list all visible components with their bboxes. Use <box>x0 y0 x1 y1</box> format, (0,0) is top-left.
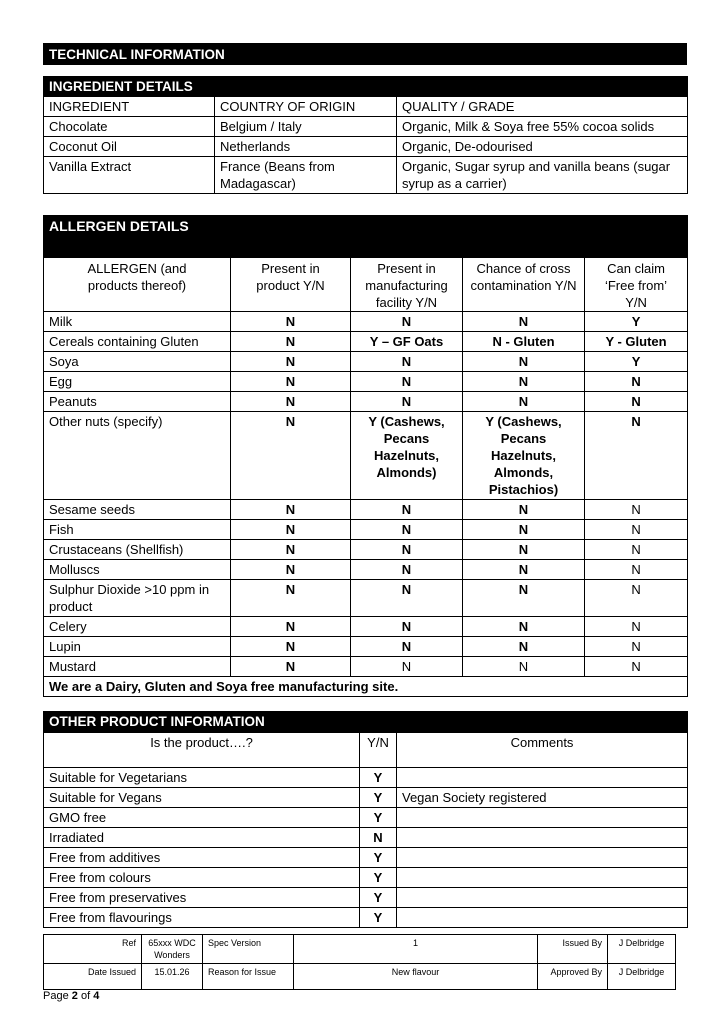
free-from-claim: N <box>585 540 688 560</box>
free-from-claim: Y <box>585 312 688 332</box>
cross-contamination: N <box>463 500 585 520</box>
ingredient-details-title: INGREDIENT DETAILS <box>44 77 688 97</box>
product-yn: Y <box>360 868 397 888</box>
table-row <box>44 500 688 520</box>
approved-by-value: J Delbridge <box>608 964 676 990</box>
product-question: GMO free <box>44 808 360 828</box>
product-question: Free from preservatives <box>44 888 360 908</box>
free-from-claim: N <box>585 520 688 540</box>
page-of: of <box>80 990 91 1002</box>
free-from-claim: Y - Gluten <box>585 332 688 352</box>
approved-by-label: Approved By <box>538 964 608 990</box>
table-row <box>44 808 688 828</box>
present-in-product: N <box>231 332 351 352</box>
spec-version-value: 1 <box>294 935 538 964</box>
table-row <box>44 520 688 540</box>
allergen-name: Other nuts (specify) <box>44 412 231 500</box>
header-ingredient: INGREDIENT <box>44 97 215 117</box>
allergen-footnote: We are a Dairy, Gluten and Soya free manufacturing site. <box>44 677 688 697</box>
allergen-footnote-row <box>44 677 688 697</box>
allergen-name: Soya <box>44 352 231 372</box>
ingredient-name: Coconut Oil <box>44 137 215 157</box>
free-from-claim: N <box>585 500 688 520</box>
cross-contamination: N - Gluten <box>463 332 585 352</box>
header-cross-contamination: Chance of cross contamination Y/N <box>463 258 585 312</box>
table-row <box>44 412 688 500</box>
free-from-claim: N <box>585 580 688 617</box>
present-in-facility: Y – GF Oats <box>351 332 463 352</box>
present-in-product: N <box>231 617 351 637</box>
technical-information-section <box>43 43 687 65</box>
free-from-claim: N <box>585 637 688 657</box>
product-comment <box>397 828 688 848</box>
table-row <box>44 352 688 372</box>
ingredient-origin: Netherlands <box>215 137 397 157</box>
ingredient-name: Vanilla Extract <box>44 157 215 194</box>
reason-for-issue-value: New flavour <box>294 964 538 990</box>
allergen-header-row <box>44 258 688 312</box>
ingredient-origin: Belgium / Italy <box>215 117 397 137</box>
present-in-facility: N <box>351 312 463 332</box>
present-in-product: N <box>231 560 351 580</box>
spec-version-label: Spec Version <box>203 935 294 964</box>
table-row <box>44 137 688 157</box>
product-yn: Y <box>360 908 397 928</box>
header-allergen: ALLERGEN (and products thereof) <box>44 258 231 312</box>
table-row <box>44 868 688 888</box>
allergen-name: Sesame seeds <box>44 500 231 520</box>
table-row <box>44 768 688 788</box>
product-comment: Vegan Society registered <box>397 788 688 808</box>
technical-information-title: TECHNICAL INFORMATION <box>44 44 687 65</box>
table-row <box>44 372 688 392</box>
present-in-product: N <box>231 637 351 657</box>
present-in-facility: N <box>351 540 463 560</box>
present-in-facility: N <box>351 617 463 637</box>
present-in-product: N <box>231 500 351 520</box>
cross-contamination: N <box>463 372 585 392</box>
table-row <box>44 332 688 352</box>
table-row <box>44 657 688 677</box>
cross-contamination: Y (Cashews, Pecans Hazelnuts, Almonds, Pistachios) <box>463 412 585 500</box>
issued-by-value: J Delbridge <box>608 935 676 964</box>
present-in-product: N <box>231 372 351 392</box>
free-from-claim: N <box>585 372 688 392</box>
present-in-facility: N <box>351 352 463 372</box>
product-yn: Y <box>360 788 397 808</box>
allergen-details-title: ALLERGEN DETAILS <box>44 216 688 258</box>
ingredient-origin: France (Beans from Madagascar) <box>215 157 397 194</box>
present-in-facility: N <box>351 657 463 677</box>
document-footer-table <box>43 934 676 990</box>
other-product-information-table <box>43 711 688 928</box>
issued-by-label: Issued By <box>538 935 608 964</box>
present-in-facility: N <box>351 580 463 617</box>
cross-contamination: N <box>463 312 585 332</box>
present-in-product: N <box>231 412 351 500</box>
table-row <box>44 312 688 332</box>
ingredient-name: Chocolate <box>44 117 215 137</box>
product-question: Free from flavourings <box>44 908 360 928</box>
free-from-claim: N <box>585 560 688 580</box>
cross-contamination: N <box>463 657 585 677</box>
date-issued-label: Date Issued <box>44 964 142 990</box>
header-present-in-facility: Present in manufacturing facility Y/N <box>351 258 463 312</box>
other-header-row <box>44 733 688 768</box>
present-in-product: N <box>231 657 351 677</box>
date-issued-value: 15.01.26 <box>142 964 203 990</box>
header-free-from: Can claim ‘Free from’ Y/N <box>585 258 688 312</box>
product-yn: Y <box>360 848 397 868</box>
cross-contamination: N <box>463 617 585 637</box>
page-total: 4 <box>93 990 100 1002</box>
cross-contamination: N <box>463 352 585 372</box>
table-row <box>44 580 688 617</box>
free-from-claim: N <box>585 392 688 412</box>
ref-value: 65xxx WDC Wonders <box>142 935 203 964</box>
product-yn: Y <box>360 888 397 908</box>
cross-contamination: N <box>463 580 585 617</box>
allergen-name: Milk <box>44 312 231 332</box>
allergen-name: Egg <box>44 372 231 392</box>
ingredient-details-table <box>43 76 688 194</box>
table-row <box>44 888 688 908</box>
product-yn: Y <box>360 768 397 788</box>
allergen-name: Peanuts <box>44 392 231 412</box>
product-question: Suitable for Vegetarians <box>44 768 360 788</box>
page-current: 2 <box>71 990 78 1002</box>
ingredient-header-row <box>44 97 688 117</box>
page-number <box>43 990 99 1002</box>
header-comments: Comments <box>397 733 688 768</box>
product-comment <box>397 808 688 828</box>
product-yn: Y <box>360 808 397 828</box>
table-row <box>44 788 688 808</box>
header-quality-grade: QUALITY / GRADE <box>397 97 688 117</box>
product-question: Suitable for Vegans <box>44 788 360 808</box>
free-from-claim: Y <box>585 352 688 372</box>
product-question: Free from additives <box>44 848 360 868</box>
other-product-information-title: OTHER PRODUCT INFORMATION <box>44 712 688 733</box>
table-row <box>44 392 688 412</box>
present-in-facility: N <box>351 520 463 540</box>
header-is-the-product: Is the product….? <box>44 733 360 768</box>
present-in-facility: N <box>351 392 463 412</box>
present-in-product: N <box>231 540 351 560</box>
free-from-claim: N <box>585 617 688 637</box>
allergen-name: Lupin <box>44 637 231 657</box>
product-comment <box>397 908 688 928</box>
table-row <box>44 908 688 928</box>
ref-label: Ref <box>44 935 142 964</box>
ingredient-quality: Organic, De-odourised <box>397 137 688 157</box>
present-in-facility: N <box>351 637 463 657</box>
present-in-product: N <box>231 352 351 372</box>
table-row <box>44 540 688 560</box>
table-row <box>44 157 688 194</box>
ingredient-quality: Organic, Milk & Soya free 55% cocoa solids <box>397 117 688 137</box>
allergen-details-table <box>43 215 688 697</box>
allergen-name: Mustard <box>44 657 231 677</box>
header-yn: Y/N <box>360 733 397 768</box>
product-comment <box>397 768 688 788</box>
present-in-product: N <box>231 520 351 540</box>
table-row <box>44 560 688 580</box>
other-rows <box>44 768 688 928</box>
present-in-product: N <box>231 312 351 332</box>
free-from-claim: N <box>585 657 688 677</box>
product-comment <box>397 848 688 868</box>
table-row <box>44 617 688 637</box>
present-in-product: N <box>231 392 351 412</box>
present-in-facility: N <box>351 500 463 520</box>
header-country-of-origin: COUNTRY OF ORIGIN <box>215 97 397 117</box>
present-in-facility: Y (Cashews, Pecans Hazelnuts, Almonds) <box>351 412 463 500</box>
cross-contamination: N <box>463 560 585 580</box>
allergen-name: Molluscs <box>44 560 231 580</box>
page-label: Page <box>43 990 69 1002</box>
table-row <box>44 828 688 848</box>
table-row <box>44 848 688 868</box>
present-in-facility: N <box>351 372 463 392</box>
table-row <box>44 637 688 657</box>
cross-contamination: N <box>463 520 585 540</box>
ingredient-quality: Organic, Sugar syrup and vanilla beans (sugar syrup as a carrier) <box>397 157 688 194</box>
cross-contamination: N <box>463 637 585 657</box>
table-row <box>44 117 688 137</box>
allergen-name: Cereals containing Gluten <box>44 332 231 352</box>
present-in-facility: N <box>351 560 463 580</box>
product-comment <box>397 888 688 908</box>
cross-contamination: N <box>463 392 585 412</box>
allergen-name: Fish <box>44 520 231 540</box>
allergen-rows <box>44 312 688 677</box>
cross-contamination: N <box>463 540 585 560</box>
present-in-product: N <box>231 580 351 617</box>
header-present-in-product: Present in product Y/N <box>231 258 351 312</box>
allergen-name: Celery <box>44 617 231 637</box>
free-from-claim: N <box>585 412 688 500</box>
product-question: Free from colours <box>44 868 360 888</box>
product-comment <box>397 868 688 888</box>
reason-for-issue-label: Reason for Issue <box>203 964 294 990</box>
allergen-name: Sulphur Dioxide >10 ppm in product <box>44 580 231 617</box>
product-yn: N <box>360 828 397 848</box>
product-question: Irradiated <box>44 828 360 848</box>
allergen-name: Crustaceans (Shellfish) <box>44 540 231 560</box>
